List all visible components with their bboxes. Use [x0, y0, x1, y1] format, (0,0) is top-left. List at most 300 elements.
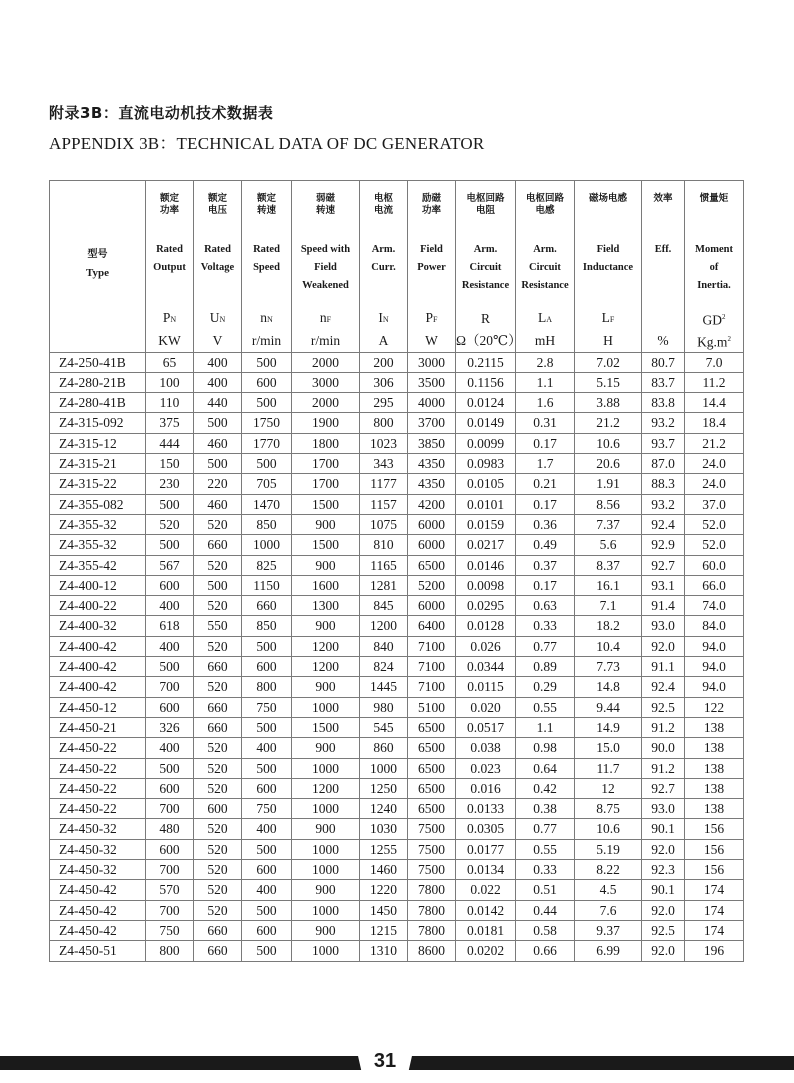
table-row	[50, 799, 744, 819]
value-cell: 1240	[360, 799, 408, 819]
value-cell: 700	[146, 900, 194, 920]
value-cell: 0.0217	[456, 535, 516, 555]
value-cell: 900	[292, 738, 360, 758]
value-cell: 750	[146, 920, 194, 940]
table-row	[50, 575, 744, 595]
title-english: APPENDIX 3B：TECHNICAL DATA OF DC GENERATOR	[49, 134, 485, 153]
unit-cell: A	[360, 330, 408, 352]
value-cell: 138	[685, 738, 744, 758]
unit-cell	[50, 330, 146, 352]
table-body	[50, 352, 744, 961]
header-cn: 励磁 功率	[421, 193, 441, 216]
value-cell: 500	[242, 941, 292, 961]
value-cell: 400	[146, 596, 194, 616]
value-cell: 500	[194, 575, 242, 595]
type-cell: Z4-355-32	[50, 535, 146, 555]
type-cell: Z4-400-22	[50, 596, 146, 616]
value-cell: 1310	[360, 941, 408, 961]
value-cell: 520	[194, 596, 242, 616]
value-cell: 520	[194, 758, 242, 778]
value-cell: 0.42	[516, 778, 575, 798]
header-cell	[685, 181, 744, 309]
value-cell: 1250	[360, 778, 408, 798]
value-cell: 14.9	[575, 717, 642, 737]
value-cell: 1000	[292, 799, 360, 819]
symbol-cell: R	[456, 308, 516, 330]
value-cell: 1750	[242, 413, 292, 433]
unit-cell: Ω（20℃）	[456, 330, 516, 352]
header-cn: 额定 功率	[159, 193, 179, 216]
value-cell: 0.77	[516, 636, 575, 656]
value-cell: 700	[146, 860, 194, 880]
value-cell: 1075	[360, 514, 408, 534]
value-cell: 500	[146, 657, 194, 677]
header-cn: 额定 转速	[256, 193, 276, 216]
value-cell: 520	[146, 514, 194, 534]
value-cell: 91.2	[642, 717, 685, 737]
type-header-en: Type	[85, 267, 110, 279]
table-row	[50, 839, 744, 859]
value-cell: 1000	[292, 697, 360, 717]
value-cell: 600	[242, 657, 292, 677]
value-cell: 520	[194, 778, 242, 798]
value-cell: 93.0	[642, 799, 685, 819]
value-cell: 0.0181	[456, 920, 516, 940]
value-cell: 1700	[292, 474, 360, 494]
value-cell: 6.99	[575, 941, 642, 961]
value-cell: 750	[242, 697, 292, 717]
type-cell: Z4-355-082	[50, 494, 146, 514]
header-cell	[642, 181, 685, 309]
symbol-row	[50, 308, 744, 330]
value-cell: 500	[242, 352, 292, 372]
type-cell: Z4-450-42	[50, 920, 146, 940]
value-cell: 94.0	[685, 677, 744, 697]
value-cell: 230	[146, 474, 194, 494]
value-cell: 15.0	[575, 738, 642, 758]
symbol-cell: PF	[408, 308, 456, 330]
value-cell: 1500	[292, 535, 360, 555]
value-cell: 11.7	[575, 758, 642, 778]
value-cell: 460	[194, 494, 242, 514]
symbol-sub: A	[546, 315, 553, 325]
value-cell: 900	[292, 677, 360, 697]
value-cell: 600	[146, 575, 194, 595]
value-cell: 94.0	[685, 657, 744, 677]
type-cell: Z4-400-42	[50, 636, 146, 656]
value-cell: 0.0101	[456, 494, 516, 514]
value-cell: 520	[194, 860, 242, 880]
value-cell: 21.2	[575, 413, 642, 433]
value-cell: 0.0124	[456, 393, 516, 413]
unit-cell: mH	[516, 330, 575, 352]
value-cell: 4.5	[575, 880, 642, 900]
table-row	[50, 474, 744, 494]
value-cell: 1700	[292, 454, 360, 474]
value-cell: 52.0	[685, 535, 744, 555]
header-cell	[146, 181, 194, 309]
value-cell: 6500	[408, 799, 456, 819]
header-en: Rated Voltage	[200, 244, 235, 273]
type-cell: Z4-450-22	[50, 799, 146, 819]
value-cell: 1300	[292, 596, 360, 616]
value-cell: 900	[292, 555, 360, 575]
value-cell: 1000	[292, 839, 360, 859]
value-cell: 37.0	[685, 494, 744, 514]
value-cell: 90.0	[642, 738, 685, 758]
type-cell: Z4-450-22	[50, 758, 146, 778]
value-cell: 92.0	[642, 839, 685, 859]
title-chinese: 附录3B：直流电动机技术数据表	[49, 104, 274, 122]
value-cell: 0.55	[516, 839, 575, 859]
value-cell: 660	[194, 717, 242, 737]
value-cell: 1500	[292, 494, 360, 514]
symbol-cell	[50, 308, 146, 330]
value-cell: 0.0305	[456, 819, 516, 839]
value-cell: 93.1	[642, 575, 685, 595]
value-cell: 0.77	[516, 819, 575, 839]
value-cell: 80.7	[642, 352, 685, 372]
value-cell: 618	[146, 616, 194, 636]
header-en: Speed with Field Weakened	[300, 244, 351, 291]
value-cell: 24.0	[685, 474, 744, 494]
table-row	[50, 819, 744, 839]
table-row	[50, 880, 744, 900]
value-cell: 500	[242, 393, 292, 413]
table-row	[50, 413, 744, 433]
value-cell: 1.1	[516, 372, 575, 392]
value-cell: 1000	[242, 535, 292, 555]
header-en: Field Inductance	[582, 244, 634, 273]
type-cell: Z4-280-21B	[50, 372, 146, 392]
value-cell: 520	[194, 555, 242, 575]
value-cell: 0.0149	[456, 413, 516, 433]
value-cell: 520	[194, 900, 242, 920]
type-header-cn: 型号	[87, 249, 108, 260]
value-cell: 7800	[408, 920, 456, 940]
value-cell: 660	[194, 697, 242, 717]
header-cell	[516, 181, 575, 309]
value-cell: 440	[194, 393, 242, 413]
header-cell-inner	[642, 181, 684, 308]
value-cell: 60.0	[685, 555, 744, 575]
value-cell: 4350	[408, 474, 456, 494]
unit-cell: H	[575, 330, 642, 352]
type-cell: Z4-400-32	[50, 616, 146, 636]
value-cell: 93.2	[642, 494, 685, 514]
header-en: Arm. Curr.	[371, 244, 396, 273]
value-cell: 980	[360, 697, 408, 717]
header-cn: 磁场电感	[588, 193, 627, 204]
table-row	[50, 717, 744, 737]
value-cell: 6500	[408, 717, 456, 737]
header-cell-inner	[516, 181, 574, 308]
table-row	[50, 535, 744, 555]
value-cell: 400	[242, 738, 292, 758]
value-cell: 4000	[408, 393, 456, 413]
value-cell: 0.0099	[456, 433, 516, 453]
header-cell-inner	[575, 181, 641, 308]
value-cell: 6000	[408, 535, 456, 555]
header-cell-inner	[194, 181, 241, 308]
type-cell: Z4-450-42	[50, 900, 146, 920]
value-cell: 1157	[360, 494, 408, 514]
value-cell: 138	[685, 717, 744, 737]
header-cn: 弱磁 转速	[315, 193, 335, 216]
unit-cell: V	[194, 330, 242, 352]
value-cell: 0.21	[516, 474, 575, 494]
value-cell: 0.022	[456, 880, 516, 900]
value-cell: 1.6	[516, 393, 575, 413]
value-cell: 52.0	[685, 514, 744, 534]
value-cell: 0.020	[456, 697, 516, 717]
header-cell	[456, 181, 516, 309]
value-cell: 0.0517	[456, 717, 516, 737]
value-cell: 3.88	[575, 393, 642, 413]
value-cell: 1220	[360, 880, 408, 900]
value-cell: 0.0098	[456, 575, 516, 595]
value-cell: 174	[685, 900, 744, 920]
value-cell: 0.33	[516, 860, 575, 880]
value-cell: 1000	[292, 758, 360, 778]
value-cell: 5.6	[575, 535, 642, 555]
value-cell: 88.3	[642, 474, 685, 494]
value-cell: 750	[242, 799, 292, 819]
type-cell: Z4-400-12	[50, 575, 146, 595]
value-cell: 1281	[360, 575, 408, 595]
value-cell: 400	[242, 880, 292, 900]
value-cell: 545	[360, 717, 408, 737]
value-cell: 500	[242, 900, 292, 920]
symbol-sub: N	[219, 315, 226, 325]
value-cell: 12	[575, 778, 642, 798]
table-row	[50, 941, 744, 961]
value-cell: 500	[242, 454, 292, 474]
value-cell: 220	[194, 474, 242, 494]
header-cell	[242, 181, 292, 309]
value-cell: 92.0	[642, 636, 685, 656]
type-cell: Z4-315-21	[50, 454, 146, 474]
page-number: 31	[373, 1050, 397, 1072]
value-cell: 3000	[292, 372, 360, 392]
symbol-sup: 2	[722, 313, 726, 321]
value-cell: 1.91	[575, 474, 642, 494]
unit-sup: 2	[727, 334, 731, 343]
value-cell: 2.8	[516, 352, 575, 372]
value-cell: 5200	[408, 575, 456, 595]
value-cell: 0.17	[516, 494, 575, 514]
value-cell: 0.17	[516, 433, 575, 453]
value-cell: 87.0	[642, 454, 685, 474]
value-cell: 1.1	[516, 717, 575, 737]
value-cell: 83.7	[642, 372, 685, 392]
value-cell: 1177	[360, 474, 408, 494]
value-cell: 1000	[292, 860, 360, 880]
value-cell: 3000	[408, 352, 456, 372]
value-cell: 1000	[292, 900, 360, 920]
value-cell: 92.9	[642, 535, 685, 555]
table-row	[50, 920, 744, 940]
value-cell: 10.6	[575, 433, 642, 453]
value-cell: 0.023	[456, 758, 516, 778]
type-cell: Z4-280-41B	[50, 393, 146, 413]
value-cell: 0.38	[516, 799, 575, 819]
symbol-sub: N	[170, 315, 177, 325]
value-cell: 400	[146, 738, 194, 758]
value-cell: 83.8	[642, 393, 685, 413]
unit-cell: r/min	[292, 330, 360, 352]
value-cell: 138	[685, 778, 744, 798]
header-cell-inner	[360, 181, 407, 308]
value-cell: 1770	[242, 433, 292, 453]
value-cell: 1900	[292, 413, 360, 433]
value-cell: 700	[146, 799, 194, 819]
value-cell: 150	[146, 454, 194, 474]
value-cell: 810	[360, 535, 408, 555]
type-cell: Z4-450-22	[50, 778, 146, 798]
value-cell: 800	[242, 677, 292, 697]
header-cell	[50, 181, 146, 309]
header-row	[50, 181, 744, 309]
type-cell: Z4-315-12	[50, 433, 146, 453]
value-cell: 20.6	[575, 454, 642, 474]
value-cell: 0.98	[516, 738, 575, 758]
value-cell: 1200	[292, 657, 360, 677]
unit-cell: r/min	[242, 330, 292, 352]
value-cell: 6400	[408, 616, 456, 636]
symbol-cell: nF	[292, 308, 360, 330]
value-cell: 18.2	[575, 616, 642, 636]
table-row	[50, 758, 744, 778]
value-cell: 570	[146, 880, 194, 900]
header-cell-inner	[242, 181, 291, 308]
value-cell: 0.0177	[456, 839, 516, 859]
value-cell: 0.64	[516, 758, 575, 778]
value-cell: 92.5	[642, 697, 685, 717]
header-cell-inner	[456, 181, 515, 308]
value-cell: 3500	[408, 372, 456, 392]
type-cell: Z4-400-42	[50, 677, 146, 697]
value-cell: 138	[685, 758, 744, 778]
type-cell: Z4-315-22	[50, 474, 146, 494]
value-cell: 174	[685, 880, 744, 900]
value-cell: 0.17	[516, 575, 575, 595]
table-row	[50, 454, 744, 474]
value-cell: 138	[685, 799, 744, 819]
value-cell: 0.33	[516, 616, 575, 636]
value-cell: 1800	[292, 433, 360, 453]
symbol-sub: F	[609, 315, 615, 325]
value-cell: 825	[242, 555, 292, 575]
header-cn: 效率	[653, 193, 673, 204]
value-cell: 0.0115	[456, 677, 516, 697]
header-cn: 电枢回路 电感	[525, 193, 564, 216]
value-cell: 8.75	[575, 799, 642, 819]
table-row	[50, 636, 744, 656]
value-cell: 0.0133	[456, 799, 516, 819]
technical-data-table	[49, 180, 744, 962]
value-cell: 65	[146, 352, 194, 372]
value-cell: 24.0	[685, 454, 744, 474]
value-cell: 480	[146, 819, 194, 839]
value-cell: 93.0	[642, 616, 685, 636]
value-cell: 1000	[292, 941, 360, 961]
symbol-cell: UN	[194, 308, 242, 330]
symbol-cell: IN	[360, 308, 408, 330]
value-cell: 94.0	[685, 636, 744, 656]
symbol-sub: N	[266, 315, 273, 325]
value-cell: 0.36	[516, 514, 575, 534]
value-cell: 9.44	[575, 697, 642, 717]
value-cell: 10.6	[575, 819, 642, 839]
value-cell: 500	[146, 758, 194, 778]
header-cell	[360, 181, 408, 309]
symbol-cell: nN	[242, 308, 292, 330]
type-cell: Z4-450-32	[50, 860, 146, 880]
value-cell: 500	[146, 494, 194, 514]
value-cell: 5.15	[575, 372, 642, 392]
value-cell: 8.56	[575, 494, 642, 514]
table-row	[50, 677, 744, 697]
value-cell: 1150	[242, 575, 292, 595]
value-cell: 567	[146, 555, 194, 575]
value-cell: 156	[685, 839, 744, 859]
value-cell: 375	[146, 413, 194, 433]
value-cell: 400	[146, 636, 194, 656]
header-cell-inner	[50, 181, 145, 308]
header-en: Eff.	[654, 244, 672, 255]
value-cell: 8.37	[575, 555, 642, 575]
value-cell: 500	[242, 758, 292, 778]
value-cell: 800	[360, 413, 408, 433]
type-cell: Z4-355-32	[50, 514, 146, 534]
value-cell: 0.51	[516, 880, 575, 900]
table-row	[50, 778, 744, 798]
value-cell: 0.89	[516, 657, 575, 677]
value-cell: 600	[194, 799, 242, 819]
value-cell: 100	[146, 372, 194, 392]
header-cn: 额定 电压	[207, 193, 227, 216]
value-cell: 0.0128	[456, 616, 516, 636]
value-cell: 7500	[408, 839, 456, 859]
value-cell: 520	[194, 880, 242, 900]
type-cell: Z4-355-42	[50, 555, 146, 575]
table-row	[50, 616, 744, 636]
value-cell: 1450	[360, 900, 408, 920]
value-cell: 520	[194, 677, 242, 697]
value-cell: 92.4	[642, 514, 685, 534]
value-cell: 1500	[292, 717, 360, 737]
value-cell: 0.29	[516, 677, 575, 697]
type-header	[50, 245, 145, 282]
value-cell: 174	[685, 920, 744, 940]
value-cell: 600	[242, 860, 292, 880]
header-en: Rated Output	[153, 244, 186, 273]
value-cell: 91.2	[642, 758, 685, 778]
unit-row	[50, 330, 744, 352]
value-cell: 295	[360, 393, 408, 413]
value-cell: 1.7	[516, 454, 575, 474]
symbol-sub: N	[382, 315, 389, 325]
value-cell: 110	[146, 393, 194, 413]
header-cn: 电枢 电流	[373, 193, 393, 216]
value-cell: 90.1	[642, 819, 685, 839]
value-cell: 600	[146, 839, 194, 859]
value-cell: 93.2	[642, 413, 685, 433]
value-cell: 6000	[408, 596, 456, 616]
value-cell: 122	[685, 697, 744, 717]
value-cell: 4350	[408, 454, 456, 474]
